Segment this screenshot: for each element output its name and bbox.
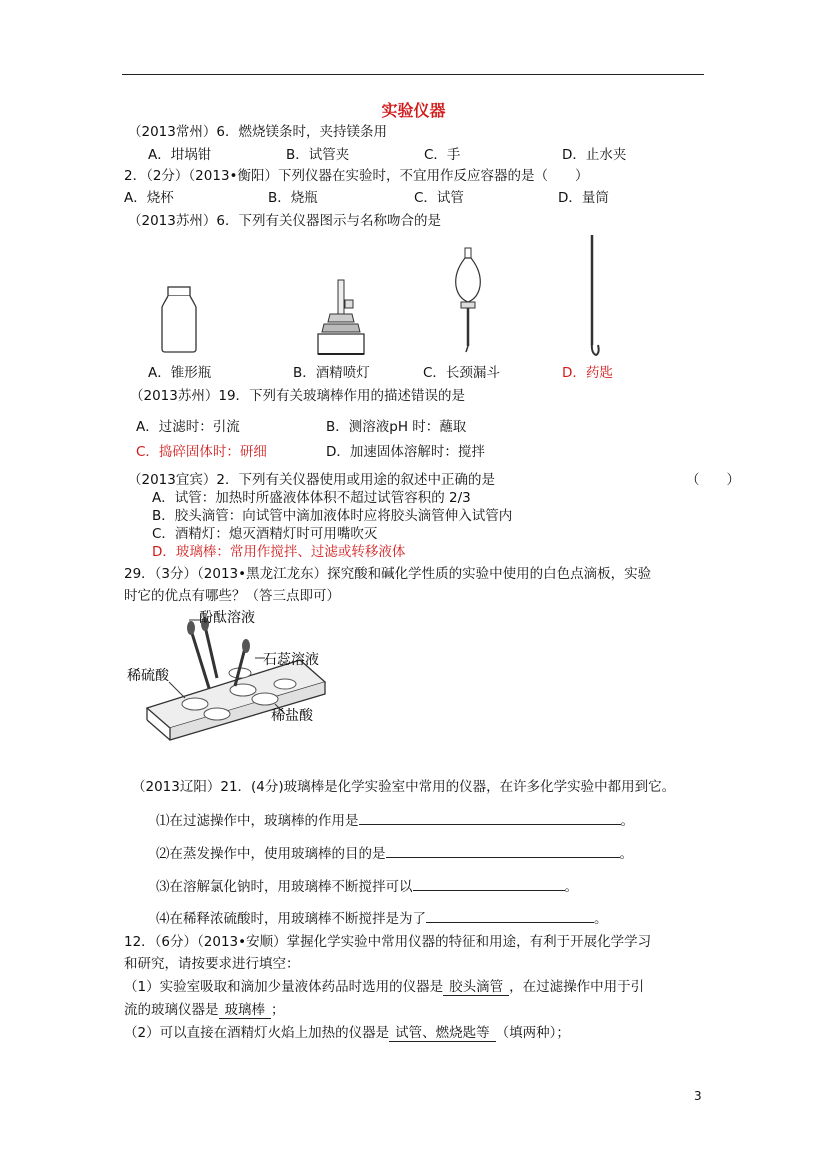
q4-option-a: A．过滤时：引流 — [136, 419, 240, 435]
label-dilute-hydrochloric-acid: 稀盐酸 — [271, 708, 313, 724]
label-dilute-sulfuric-acid: 稀硫酸 — [127, 668, 169, 684]
q5-stem: （2013宜宾）2．下列有关仪器使用或用途的叙述中正确的是 — [128, 472, 495, 488]
separatory-funnel-image — [448, 246, 488, 356]
wide-mouth-bottle-image — [155, 285, 205, 355]
q1-option-d: D．止水夹 — [562, 147, 627, 163]
q8-answer-1: 胶头滴管 — [443, 979, 509, 996]
q7-item-1-text: ⑴在过滤操作中，玻璃棒的作用是 — [156, 813, 359, 829]
q8-answer-2: 玻璃棒 — [219, 1002, 272, 1019]
q7-item-4-period: 。 — [594, 911, 608, 927]
q1-option-c: C．手 — [424, 147, 461, 163]
q8-line4-text-b: ； — [271, 1002, 285, 1018]
q3-stem: （2013苏州）6．下列有关仪器图示与名称吻合的是 — [128, 213, 441, 229]
q7-item-1 — [156, 810, 634, 830]
q8-line4 — [124, 1001, 285, 1019]
spoon-image — [583, 233, 603, 363]
q7-blank-1[interactable] — [359, 810, 621, 825]
q8-line4-text-a: 流的玻璃仪器是 — [124, 1002, 219, 1018]
q8-line3-text-b: ，在过滤操作中用于引 — [509, 979, 645, 995]
q5-option-d: D．玻璃棒：常用作搅拌、过滤或转移液体 — [152, 544, 406, 560]
q7-item-1-period: 。 — [620, 813, 634, 829]
q5-option-a: A．试管：加热时所盛液体体积不超过试管容积的 2/3 — [152, 490, 471, 506]
q7-blank-4[interactable] — [426, 908, 594, 923]
q2-stem: 2．（2分）（2013•衡阳）下列仪器在实验时，不宜用作反应容器的是（ ） — [124, 168, 589, 184]
page-number: 3 — [694, 1089, 702, 1103]
q7-blank-3[interactable] — [413, 876, 565, 891]
label-phenolphthalein: 酚酞溶液 — [199, 610, 255, 626]
q2-option-c: C．试管 — [414, 190, 464, 206]
spot-plate-diagram — [125, 608, 340, 748]
q4-stem: （2013苏州）19．下列有关玻璃棒作用的描述错误的是 — [130, 388, 466, 404]
q2-option-a: A．烧杯 — [124, 190, 174, 206]
q4-option-c: C．捣碎固体时：研细 — [136, 444, 267, 460]
q5-option-b: B．胶头滴管：向试管中滴加液体时应将胶头滴管伸入试管内 — [152, 508, 513, 524]
q3-option-d: D．药匙 — [562, 365, 613, 381]
q8-line5 — [124, 1024, 570, 1042]
q8-line3 — [124, 978, 644, 996]
q1-option-a: A．坩埚钳 — [148, 147, 212, 163]
q8-line1: 12．（6分）（2013•安顺）掌握化学实验中常用仪器的特征和用途，有利于开展化学学习 — [124, 934, 652, 950]
q3-option-a: A．锥形瓶 — [148, 365, 212, 381]
q8-line5-text-b: （填两种）； — [495, 1025, 570, 1041]
q7-blank-2[interactable] — [386, 843, 620, 858]
q8-line3-text-a: （1）实验室吸取和滴加少量液体药品时选用的仪器是 — [124, 979, 444, 995]
q5-answer-paren: （ ） — [686, 472, 740, 488]
q7-item-4 — [156, 908, 608, 928]
q7-stem: （2013辽阳）21．(4分)玻璃棒是化学实验室中常用的仪器，在许多化学实验中都用到它。 — [132, 779, 676, 795]
q4-option-b: B．测溶液pH 时：蘸取 — [326, 419, 467, 435]
q7-item-3 — [156, 876, 578, 896]
q7-item-4-text: ⑷在稀释浓硫酸时，用玻璃棒不断搅拌是为了 — [156, 911, 426, 927]
q6-line1: 29．（3分）（2013•黑龙江龙东）探究酸和碱化学性质的实验中使用的白色点滴板，实验 — [124, 566, 652, 582]
q7-item-3-period: 。 — [564, 879, 578, 895]
q7-item-2-text: ⑵在蒸发操作中，使用玻璃棒的目的是 — [156, 846, 386, 862]
q7-item-3-text: ⑶在溶解氯化钠时，用玻璃棒不断搅拌可以 — [156, 879, 413, 895]
q3-option-c: C．长颈漏斗 — [423, 365, 500, 381]
q4-option-d: D．加速固体溶解时：搅拌 — [326, 444, 485, 460]
page-title: 实验仪器 — [381, 101, 446, 120]
q1-option-b: B．试管夹 — [286, 147, 350, 163]
q8-line2: 和研究，请按要求进行填空： — [124, 956, 300, 972]
q6-line2: 时它的优点有哪些？（答三点即可） — [124, 588, 340, 604]
q7-item-2 — [156, 843, 633, 863]
q8-answer-3: 试管、燃烧匙等 — [389, 1025, 496, 1042]
q2-option-b: B．烧瓶 — [268, 190, 318, 206]
q1-stem: （2013常州）6．燃烧镁条时，夹持镁条用 — [128, 124, 387, 140]
header-rule — [122, 74, 704, 75]
q5-option-c: C．酒精灯：熄灭酒精灯时可用嘴吹灭 — [152, 526, 378, 542]
q2-option-d: D．量筒 — [558, 190, 609, 206]
q8-line5-text-a: （2）可以直接在酒精灯火焰上加热的仪器是 — [124, 1025, 390, 1041]
q3-option-b: B．酒精喷灯 — [293, 365, 370, 381]
q7-item-2-period: 。 — [619, 846, 633, 862]
alcohol-burner-image — [312, 278, 367, 358]
label-litmus: 石蕊溶液 — [263, 652, 319, 668]
